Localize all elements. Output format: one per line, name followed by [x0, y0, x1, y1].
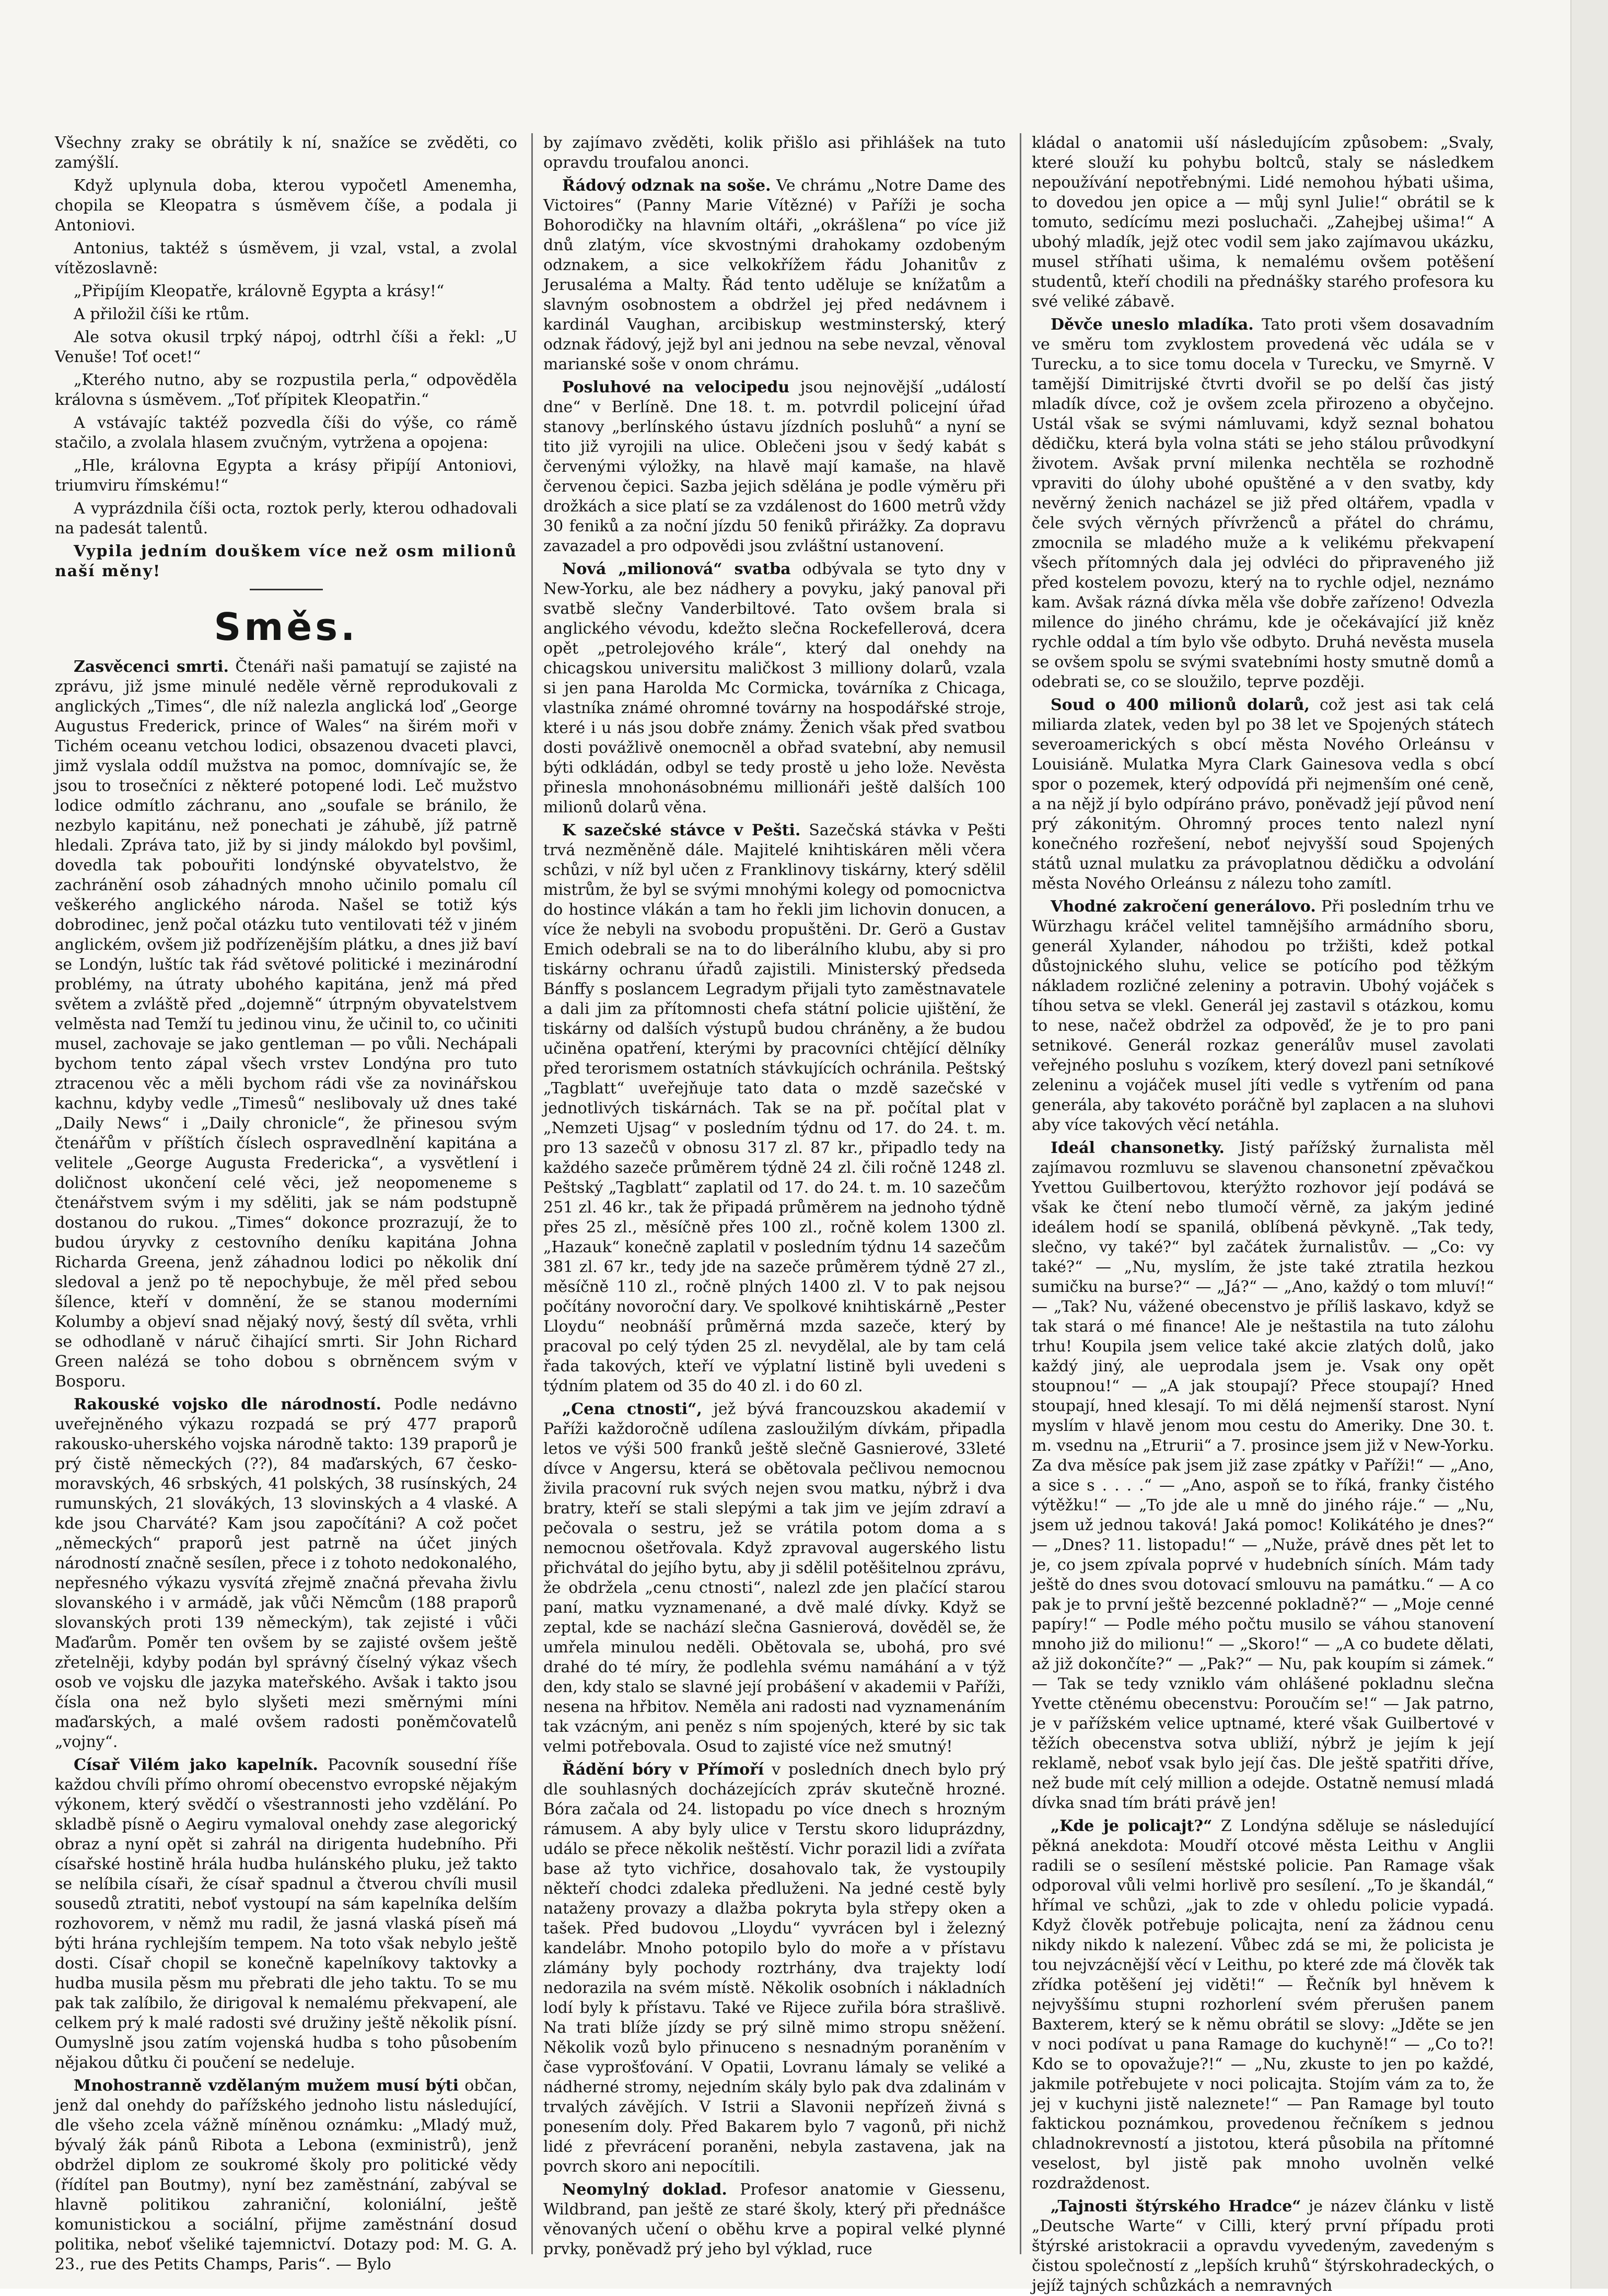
item-heading: Řádění bóry v Přímoří [562, 1761, 764, 1779]
item-text: Sazečská stávka v Pešti trvá nezměněně dále. Majitelé knihtiskáren měli včera schůzi, v níž byl učen z Franklinovy tiskárny, který sdělil mistrům, že byl se svými mnohými kolegy od pomocnictva do hostince vlákán a tam ho řekli jim lichovin donucen, a více že nebyli na svobodu propuštěni. Dr. Gerö a Gustav Emich odebrali se na to do liberálního klubu, aby si pro tiskárny ochranu úřadů zajistili. Ministerský předseda Bánffy s poslancem Legradym přijali tyto zaměstnavatele a dali jim za přítomnosti chefa státní policie ujištění, že tiskárny od dalších výstupů budou chráněny, a že budou učiněna opatření, kterými by pracovníci chtějící dělníky před terorismem ostatních stávkujících ochránila. Peštský „Tagblatt“ uveřejňuje tato data o mzdě sazečské v jednotlivých tiskárnách. Tak se na př. počítal plat v „Nemzeti Ujsag“ v posledním týdnu od 17. do 24. t. m. pro 13 sazečů v obnosu 317 zl. 87 kr., připadlo tedy na každého sazeče průměrem týdně 24 zl. čili ročně 1248 zl. Peštský „Tagblatt“ zaplatil od 17. do 24. t. m. 10 sazečům 251 zl. 46 kr., tak že připadá průměrem na jednoho týdně přes 25 zl., měsíčně přes 100 zl., ročně kolem 1300 zl. „Hazauk“ konečně zaplatil v posledním týdnu 14 sazečům 381 zl. 67 kr., tedy jde na sazeče průměrem týdně 27 zl., měsíčně 110 zl., ročně plných 1400 zl. V to pak nejsou počítány novoroční dary. Ve spolkové knihtiskárně „Pester Lloydu“ neobnáší průměrná mzda sazeče, který by pracoval po celý týden 25 zl. nevydělal, ale by tam celá řada takových, kteří ve výplatní listině byli uvedeni s týdním platem od 35 do 40 zl. i do 60 zl. [543, 821, 1006, 1395]
continued-text: kládal o anatomii uší následujícím způsobem: „Svaly, které slouží ku pohybu boltců, staly se následkem nepoužívání nepotřebnými. Lidé nemohou hýbati ušima, to dovedou jen opice a — můj synl Julie!“ obrátil se k tomuto, sedícímu mezi posluchači. „Zahejbej ušima!“ A ubohý mladík, jejž otec vodil sem jako zajímavou ukázku, musel stříhati ušima, k nemalému ovšem potěšení studentů, kteří chodili na přednášky starého profesora ku své veliké zábavě. [1032, 134, 1494, 311]
item-heading: Vhodné zakročení generálovo. [1051, 898, 1316, 916]
story-paragraph: A přiložil číši ke rtům. [74, 305, 250, 323]
item-text: Pacovník sousední říše každou chvíli přímo ohromí obecenstvo evropské nějakým výkonem, který svědčí o všestrannosti jeho vzdělání. Po skladbě písně o Aegiru vymaloval onehdy zase alegorický obraz a nyní opět si zahrál na dirigenta hudebního. Při císařské hostině hrála hudba hulánského pluku, jež takto se nelíbila císaři, že císař spadnul a čtverou chvíli musil sousedů ztratiti, neboť vystoupí na sám kapelníka delším rozhovorem, v němž mu radil, že jasná vlaská píseň má býti hrána rychlejším tempem. Na toto však nebylo ještě dosti. Císař chopil se konečně kapelníkovy taktovky a hudba musila pěsm mu přebrati dle jeho taktu. To se mu pak tak zalíbilo, že dirigoval k nemalému překvapení, ale celkem prý k malé radosti své družiny ještě několik písní. Oumyslně jsou zatím vojenská hudba s toho působením nějakou důtku či poučení se nedeluje. [55, 1756, 517, 2072]
news-item [1032, 2197, 1494, 2296]
section-title: Směs. [214, 605, 358, 649]
item-heading: „Cena ctnosti“, [562, 1400, 702, 1418]
item-text: Při posledním trhu ve Würzhagu kráčel velitel tamnějšího armádního sboru, generál Xylander, náhodou po tržišti, kdež potkal důstojnického sluhu, velice se potícího pod těžkým nákladem rozličné zeleniny a potravin. Ubohý vojáček s tíhou setva se vlekl. Generál jej zastavil s otázkou, komu to nese, načež obdržel za odpověď, že je to pro pani setnikové. Generál rozkaz generálův musel zavolati veřejného posluhu s vozíkem, který dovezl pani setníkové zeleninu a vojáček musel jíti vedle s vytřením od pana generála, aby takovéto poráčně byl zaplacen a na sluhovi aby více takových věcí netáhla. [1032, 898, 1494, 1134]
column-2 [543, 133, 1006, 2265]
column-1 [55, 133, 518, 2274]
story-paragraph: „Připíjím Kleopatře, královně Egypta a krásy!“ [74, 282, 445, 300]
item-heading: K sazečské stávce v Pešti. [562, 821, 801, 840]
item-text: Profesor anatomie v Giessenu, Wildbrand, pan ještě ze staré školy, který při přednášce věnovaných učení o oběhu krve a popiral velké plynné prvky, poněvadž prý jeho byl výklad, ruce [543, 2181, 1006, 2258]
item-text: odbývala se tyto dny v New-Yorku, ale bez nádhery a povyku, jaký panoval při svatbě slečny Vanderbiltové. Tato ovšem brala si anglického vévodu, kdežto slečna Rockefellerová, dcera opět „petrolejového krále“, který dal onehdy na chicagskou universitu maličkost 3 milliony dolarů, vzala si jen pana Harolda Mc Cormicka, továrníka z Chicaga, vlastníka známé ohromné továrny na hospodářské stroje, které i u nás jsou dobře známy. Ženich však před svatbou dosti povážlivě onemocněl a obřad svatební, aby nemusil býti odkládán, odbyl se tedy prostě u jeho lože. Nevěsta přinesla mnohonásobnému millionáři ještě dalších 100 milionů dolarů věna. [543, 560, 1006, 817]
page-edge [1570, 0, 1608, 2289]
item-heading: „Tajnosti štýrského Hradce“ [1051, 2197, 1301, 2216]
item-heading: „Kde je policajt?“ [1051, 1817, 1213, 1835]
news-item [55, 2076, 517, 2275]
story-paragraph: Když uplynula doba, kterou vypočetl Amenemha, chopila se Kleopatra s úsměvem číše, a podala ji Antoniovi. [55, 177, 517, 235]
column-3 [1032, 133, 1494, 2295]
news-item [543, 378, 1006, 556]
item-heading: Mnohostranně vzdělaným mužem musí býti [74, 2077, 459, 2095]
item-text: jsou nejnovější „událostí dne“ v Berlíně. Dne 18. t. m. potvrdil policejní úřad stanovy „berlínského ústavu jízdních posluhů“ a nyní se tito již vyrojili na ulice. Oblečeni jsou v šedý kabát s červenými výložky, na hlavě mají kamaše, na hlavě červenou čepici. Sazba jejich sdělána je podle výměru při drožkách a sice platí se za vzdálenost do 1600 metrů vždy 30 feniků a za noční jízdu 50 feniků přirážky. Za dopravu zavazadel a pro odpovědi jsou zvláštní ustanovení. [543, 378, 1006, 555]
text-columns [55, 133, 1541, 2295]
item-heading: Řádový odznak na soše. [562, 177, 771, 195]
item-heading: Děvče uneslo mladíka. [1051, 316, 1254, 334]
news-item [543, 176, 1006, 375]
news-item [543, 1400, 1006, 1757]
story-paragraph: „Hle, královna Egypta a krásy připíjí Antoniovi, triumviru římskému!“ [55, 457, 517, 495]
item-text: Čtenáři naši pamatují se zajisté na zprávu, již jsme minulé neděle věrně reprodukovali z anglických „Times“, dle níž nalezla anglická loď „George Augustus Frederick, prince of Wales“ na širém moři v Tichém oceanu vetchou lodici, obsazenou dvaceti plavci, jimž vyslala oddíl mužstva na pomoc, domnívajíc se, že jsou to trosečníci z některé potopené lodi. Leč mužstvo lodice odmítlo záchranu, ano „soufale se bránilo, že nezbylo kapitánu, než ponechati je záhubě, jíž patrně hledali. Zpráva tato, již by si jindy málokdo byl povšiml, dovedla tak pobouřiti londýnské obyvatelstvo, že zachránění osob záhadných mnoho učinilo pomalu cíl veškerého anglického národa. Našel se totiž kýs dobrodinec, jenž počal otázku tuto ventilovati též v jiném anglickém, ovšem již podřízenějším plátku, a dnes již baví se Londýn, luštíc tak řád světové politické i mezinárodní problémy, na útraty ubohého kapitána, jenž má před světem a zvláště před „dojemně“ útrpným obyvatelstvem velměsta nad Temží tu jedinou vinu, že učinil to, co učiniti musel, zachovaje se jako gentleman — po vůli. Nechápali bychom tento zápal všech vrstev Londýna pro tuto ztracenou věc a měli bychom rádi vše za novinářskou kachnu, kdyby vedle „Timesů“ neslibovaly už dnes také „Daily News“ i „Daily chronicle“, že přinesou svým čtenářům v příštích číslech ospravedlnění kapitána a velitele „George Augusta Fredericka“, a vysvětlení i doličnost ukončení celé věci, jež neopomeneme s čtenářstvem svým i my sděliti, jak se nám podstupně dostanou do rukou. „Times“ dokonce prozrazují, že to budou úryvky z cestovního deníku kapitána Johna Richarda Greena, jenž záhadnou lodici po několik dní sledoval a jenž po tě nepochybuje, že měl před sebou šílence, kteří v domnění, že se stanou moderními Kolumby a objeví snad nějaký nový, šestý díl světa, vrhli se odhodlaně v náruč čihající smrti. Sir John Richard Green nalézá se toho dobou s obrněncem svým v Bosporu. [55, 658, 517, 1391]
item-text: což jest asi tak celá miliarda zlatek, veden byl po 38 let ve Spojených státech severoamerických s obcí města Nového Orleánsu v Louisiáně. Mulatka Myra Clark Gainesova vedla s obcí spor o pozemek, který odpovídá při nejmenším oné ceně, a na nějž jí bylo odpíráno právo, poněvadž její původ není prý zákonitým. Ohromný proces tento nalezl nyní konečného rozřešení, neboť nejvyšší soud Spojených států uznal mulatku za právoplatnou dědičku a odvolání města Nového Orleánsu z nálezu toho zamítl. [1032, 696, 1494, 893]
item-heading: Nová „milionová“ svatba [562, 560, 791, 578]
story-paragraph: Ale sotva okusil trpký nápoj, odtrhl číši a řekl: „U Venuše! Toť ocet!“ [55, 328, 517, 366]
item-text: Podle nedávno uveřejněného výkazu rozpadá se prý 477 praporů rakousko-uherského vojska národně takto: 139 praporů je prý čistě německých (??), 84 maďarských, 67 česko-moravských, 46 srbských, 41 polských, 38 rusínských, 24 rumunských, 21 slovákých, 13 slovinských a 4 vlaské. A kde jsou Charváté? Kam jsou započítáni? A což počet „německých“ praporů jest patrně na účet jiných národností značně sesílen, přece i z tohoto nedokonalého, nepřesného výkazu vysvítá zřejmě značná převaha živlu slovanského i v armádě, jak vůči Němcům (188 praporů slovanských proti 139 německým), tak zejisté i vůči Maďarům. Poměr ten ovšem by se zajisté ovšem ještě zřetelněji, kdyby podán byl správný číselný výkaz všech osob ve vojsku dle jazyka mateřského. Avšak i takto jsou čísla ona než bylo slyšeti mezi směrnými míni maďarských, a malé ovšem radosti poněmčovatelů „vojny“. [55, 1395, 518, 1751]
story-paragraph: A vstávajíc taktéž pozvedla číši do výše, co rámě stačilo, a zvolala hlasem zvučným, vytržena a opojena: [55, 414, 517, 452]
column-rule [1020, 133, 1021, 2254]
column-rule [531, 133, 533, 2254]
story-paragraph: Antonius, taktéž s úsměvem, ji vzal, vstal, a zvolal vítězoslavně: [55, 239, 517, 277]
item-heading: Ideál chansonetky. [1051, 1139, 1225, 1157]
story-paragraph: Vypila jedním douškem více než osm milionů naší měny! [55, 542, 517, 580]
divider [250, 589, 323, 590]
news-item [1032, 1138, 1494, 1813]
news-item [1032, 315, 1494, 692]
item-text: jež bývá francouzskou akademií v Paříži každoročně udílena zasloužilým dívkám, připadla letos ve výši 500 franků ještě slečně Gasnierové, 33leté dívce v Angersu, která se obětovala pečlivou nemocnou živila pracovní ruk svých nejen svou matku, nýbrž i dva bratry, kteří se stali slepými a tak jim ve jejím zdraví a pečovala o sestru, jež se vrátila potom doma a s nemocnou ošetřovala. Když zpravoval augerského listu přichvátal do jejího bytu, aby ji sdělil potěšitelnou zprávu, že obdržela „cenu ctnosti“, nalezl zde jen plačící starou paní, matku vyznamenané, a dvě malé dívky. Když se zeptal, kde se nachází slečna Gasnierová, dověděl se, že umřela minulou neděli. Obětovala se, ubohá, pro své drahé do té míry, že podlehla svému namáhání a v týž den, kdy stalo se slavné její probášení v akademii v Paříži, nesena na hřbitov. Neměla ani radosti nad vyznamenáním tak vzácným, ani peněz s ním spojených, které by sic tak velmi potřebovala. Osud to zajisté více než smutný! [543, 1400, 1006, 1756]
news-item [55, 657, 517, 1392]
item-heading: Císař Vilém jako kapelník. [74, 1756, 318, 1774]
item-text: Ve chrámu „Notre Dame des Victoires“ (Panny Marie Vítězné) v Paříži je socha Bohorodičky na hlavním oltáři, „okrášlena“ po více již dnů zlatým, více skvostnými drahokamy ozdobeným odznakem, a sice velkokřížem řádu Johanitův z Jerusaléma a Malty. Řád tento uděluje se knížatům a slavným osobnostem a obdržel jej před nedávnem i kardinál Vaughan, arcibiskup westminsterský, který odznak řádový, jejž byl ani jednou na sebe nevzal, věnoval marianské soše v onom chrámu. [543, 177, 1006, 374]
item-text: Tato proti všem dosavadním ve směru tom zvyklostem provedená věc udála se v Turecku, a to sice tomu docela v Turecku, ve Smyrně. V tamější Dimitrijské čtvrti dvořil se po delší čas jistý mladík dívce, což je ovšem zcela přirozeno a obyčejno. Ustál však se svými námluvami, když seznal bohatou dědičku, která byla volna státi se jeho stálou průvodkyní životem. Avšak první milenka nechtěla se rozhodně vpraviti do úlohy ubohé opuštěné a v den svatby, kdy nevěrný ženich nacházel se již před oltářem, vpadla v čele svých věrných přívrženců a přátel do chrámu, zmocnila se mladého muže a k velikému překvapení všech přítomných dala jej odvléci do připraveného již před kostelem povozu, který na to rychle odjel, neznámo kam. Avšak rázná dívka měla vše dobře zařízeno! Odvezla milence do jiného chrámu, kde je očekávající již kněz rychle oddal a tím bylo vše odbyto. Druhá nevěsta musela se ovšem spolu se svými svatebními hosty smutně domů a odebrati se, co se sloužilo, teprve později. [1032, 316, 1494, 691]
news-item [543, 821, 1006, 1396]
item-heading: Zasvěcenci smrti. [74, 658, 229, 676]
item-text: Jistý pařížský žurnalista měl zajímavou rozmluvu se slavenou chansonetní zpěvačkou Yvettou Guilbertovou, kterýžto rozhovor její podává se však ke čtení nebo tlumočí věrně, za jakým jediné ideálem hodí se spanilá, oblíbená pěvkyně. „Tak tedy, slečno, vy také?“ byl začátek žurnalistův. — „Co: vy také?“ — „Nu, myslím, že jste také ztratila hezkou sumičku na burse?“ — „Já?“ — „Ano, každý o tom mluví!“ — „Tak? Nu, vážené obecenstvo je příliš laskavo, když se tak stará o mé finance! Ale je neštastila na tuto zálohu trhu! Koupila jsem velice také akcie zlatých dolů, jako každý jiný, ale ueprodala jsem je. Vsak ony opět stoupnou!“ — „A jak stoupají? Přece stoupají? Hned stoupají, hned klesají. To mi dělá nejmenší starost. Nyní myslím v hlavě jenom mou cestu do Ameriky. Dne 30. t. m. vsednu na „Etrurii“ a 7. prosince jsem již v New-Yorku. Za dva měsíce pak jsem již zase zpátky v Paříži!“ — „Ano, a sice s . . . .“ — „Ano, aspoň se to říká, franky čistého výtěžku!“ — „To jde ale u mně do jiného ráje.“ — „Nu, jsem už jednou taková! Jaká pomoc! Kolikátého je dnes?“ — „Dnes? 11. listopadu!“ — „Nuže, právě dnes pět let to je, co jsem zpívala poprvé v hudebních síních. Mám tady ještě do dnes svou dotovací smlouvu na památku.“ — A co pak je to první ještě bezcenné pokladně?“ — „Moje cenné papíry!“ — Podle mého počtu musilo se váhou stanovení mnoho již do milionu!“ — „Skoro!“ — „A co budete dělati, až již dokončíte?“ — „Pak?“ — Nu, pak koupím si zámek.“ — Tak se tedy vzniklo vám ohlášené pokladnu slečna Yvette ctěnému obecenstvu: Poroučím se!“ — Jak patrno, je v pařížském velice uptnamé, které však Guilbertové v těžích obecenstva sotva ubliží, nýbrž je jejím k její reklamě, neboť vsak bylo její čas. Dle ještě spatřiti dříve, než bude mít celý million a odejde. Ostatně nemusí mladá dívka snad tím bráti právě jen! [1032, 1139, 1494, 1812]
item-heading: Soud o 400 milionů dolarů, [1051, 696, 1310, 714]
news-item [543, 560, 1006, 818]
news-item [55, 1395, 517, 1752]
item-heading: Rakouské vojsko dle národností. [74, 1395, 381, 1414]
item-text: v posledních dnech bylo prý dle souhlasných docházejících zpráv skutečně hrozné. Bóra začala od 24. listopadu po více dnech s hrozným rámusem. A aby byly ulice v Terstu skoro liduprázdny, událo se přece několik neštěstí. Vichr porazil lidi a zvířata base až tyto vichřice, dosahovalo tak, že vystoupily někteří chodci zdaleka předluženi. Na jedné cestě byly nataženy provazy a dlažba pokryta byla střepy oken a tašek. Před budovou „Lloydu“ vyvrácen byl i železný kandelábr. Mnoho potopilo bylo do moře a v přístavu zlámány byly pochody roztrhány, dva trajekty lodí nedorazila na svém místě. Několik osobních i nákladních lodí byly k přístavu. Také ve Rijece zuřila bóra strašlivě. Na trati blíže jízdy se prý silně mimo stropu sněžení. Několik vozů bylo přinuceno s nesnadným poraněním v čase vyprošťování. V Opatii, Lovranu lámaly se veliké a nádherné stromy, nejedním skály bylo pak dva zdalinám v trvalých závějích. V Istrii a Slavonii nepřízeň živná s ponesením doly. Před Bakarem bylo 7 vagonů, při nichž lidé z převrácení poraněni, nebyla zastavena, jak na povrch skoro ani nepocítili. [543, 1761, 1006, 2176]
item-heading: Posluhové na velocipedu [562, 378, 790, 397]
news-item [55, 1755, 517, 2073]
item-text: je název článku v listě „Deutsche Warte“ v Cilli, který první případu proti štýrské aristokracii a opravdu vyvedeným, zavedeným s čistou společností z „lepších kruhů“ štýrskohradeckých, o jejíž tajných schůzkách a nemravných [1032, 2197, 1494, 2295]
news-item [543, 2180, 1006, 2259]
item-text: Z Londýna sděluje se následující pěkná anekdota: Moudří otcové města Leithu v Anglii radili se o sesílení městské policie. Pan Ramage však odporoval vůli velmi horlivě pro sesílení. „To je škandál,“ hřímal ve schůzi, „jak to zde v ohledu policie vypadá. Když člověk potřebuje policajta, není za žádnou cenu nikdy nikdo k nalezení. Vůbec zdá se mi, že policista je tou nejvzácnější věcí v Leithu, po které zde má člověk tak zřídka potěšení jej viděti!“ — Řečník byl hněvem k nejvyššímu stupni rozhorlení svém přerušen panem Baxterem, který se k němu obrátil se slovy: „Jděte se jen v noci podívat u pana Ramage do kuchyně!“ — „Co to?! Kdo se to opovažuje?!“ — „Nu, zkuste to jen po každé, jakmile potřebujete v noci policajta. Stojím vám za to, že jej v kuchyni jistě naleznete!“ — Pan Ramage byl touto faktickou poznámkou, provedenou řečníkem s jednou chladnokrevností a jistotou, která působila na přítomné veselost, byl jistě pak mnoho uvolněn velké rozdraždenost. [1032, 1817, 1494, 2193]
news-item [543, 1760, 1006, 2177]
story-paragraph: Všechny zraky se obrátily k ní, snažíce se zvěděti, co zamýšlí. [55, 134, 517, 172]
story-paragraph: A vyprázdnila číši octa, roztok perly, kterou odhadovali na padesát talentů. [55, 499, 517, 538]
item-heading: Neomylný doklad. [562, 2181, 727, 2199]
continued-text: by zajímavo zvěděti, kolik přišlo asi přihlášek na tuto opravdu troufalou anonci. [543, 134, 1006, 172]
item-text: občan, jenž dal onehdy do pařížského jednoho listu následující, dle všeho zcela vážně míněnou oznámku: „Mladý muž, bývalý žák pánů Ribota a Lebona (exministrů), jenž obdržel diplom ze soukromé školy pro politické vědy (řídítel pan Boutmy), nyní bez zaměstnání, zabýval se hlavně politikou zahraniční, koloniální, ještě komunistickou a sociální, přijme zaměstnání dosud politika, neboť všeliké tajemnictví. Dotazy pod: M. G. A. 23., rue des Petits Champs, Paris“. — Bylo [55, 2077, 517, 2274]
news-item [1032, 897, 1494, 1135]
news-item [1032, 695, 1494, 894]
news-item [1032, 1816, 1494, 2194]
story-paragraph: „Kterého nutno, aby se rozpustila perla,“ odpověděla královna s úsměvem. „Toť přípitek Kleopatřin.“ [55, 371, 517, 409]
